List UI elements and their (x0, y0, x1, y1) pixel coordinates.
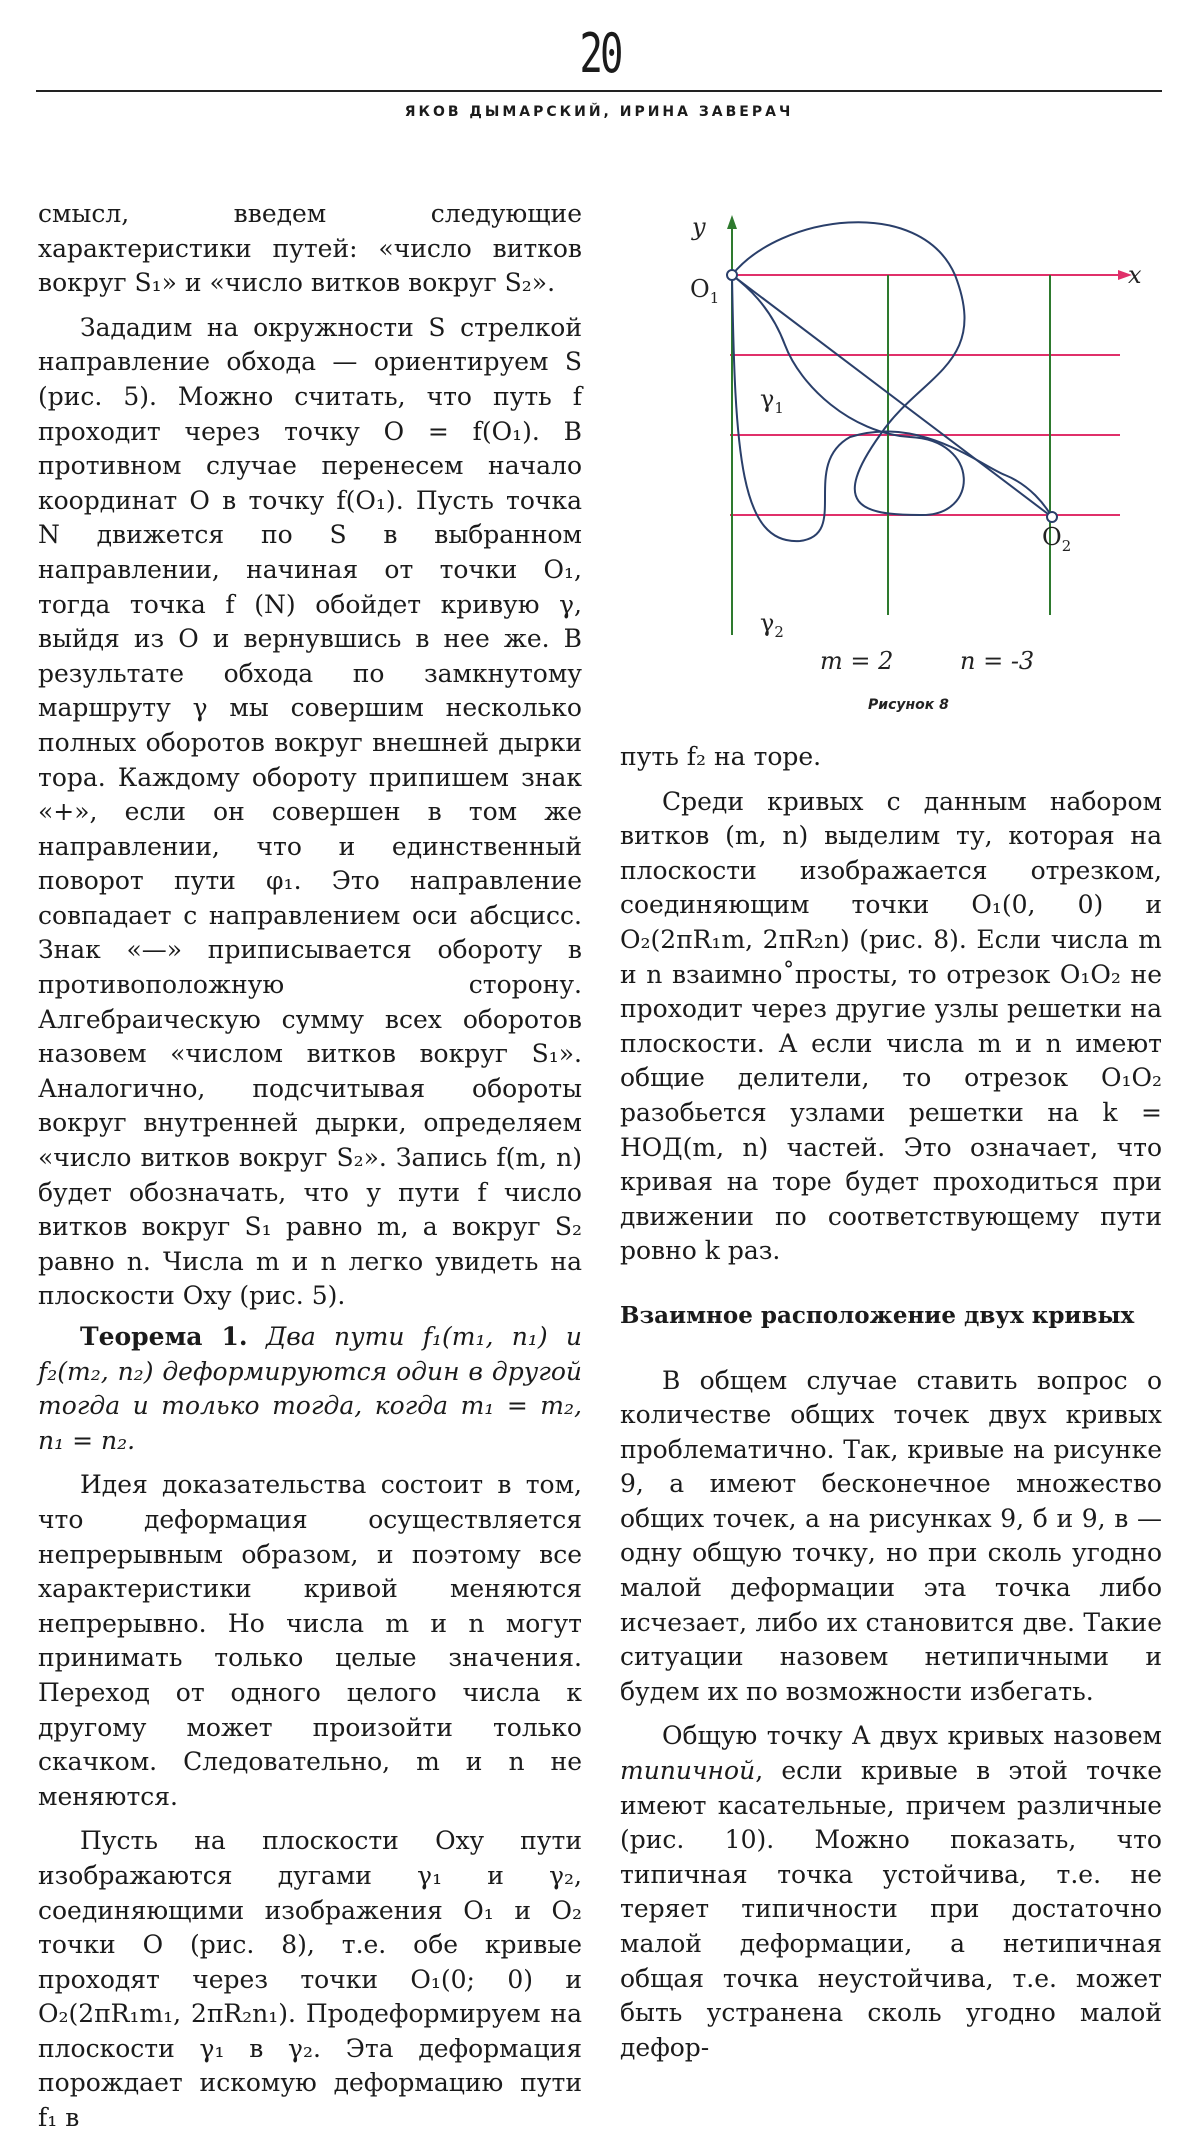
point-o1 (727, 270, 737, 280)
x-axis-label: x (1128, 261, 1142, 289)
n-value-label: n = -3 (960, 647, 1035, 675)
left-column (38, 197, 582, 2136)
point-o2 (1047, 512, 1057, 522)
paragraph: В общем случае ставить вопрос о количестве общих точек двух кривых проблематично. Так, кривые на рисунке 9, а имеют бесконечное множество общих точек, а на рисунках 9, б и 9, в — одну общую точку, но при сколь угодно малой деформации эта точка либо исчезает, либо их становится две. Такие ситуации назовем нетипичными и будем их по возможности избегать. (620, 1365, 1162, 1706)
o1-label: $O_1$ (690, 275, 720, 307)
figure-8 (620, 205, 1160, 725)
paragraph: смысл, введем следующие характеристики путей: «число витков вокруг S₁» и «число витков вокруг S₂». (38, 199, 582, 298)
page-number: 20 (579, 22, 621, 85)
right-column (620, 740, 1162, 2065)
y-axis-label: y (692, 213, 706, 241)
paragraph: Зададим на окружности S стрелкой направление обхода — ориентируем S (рис. 5). Можно считать, что путь f проходит через точку O = f(O₁). В противном случае перенесем начало координат O в точку f(O₁). Пусть точка N движется по S в выбранном направлении, начиная от точки O₁, тогда точка f (N) обойдет кривую γ, выйдя из O и вернувшись в нее же. В результате обхода по замкнутому маршруту γ мы совершим несколько полных оборотов вокруг внешней дырки тора. Каждому обороту припишем знак «+», если он совершен в том же направлении, что и единственный поворот пути φ₁. Это направление совпадает с направлением оси абсцисс. Знак «—» приписывается обороту в противоположную сторону. Алгебраическую сумму всех оборотов назовем «числом витков вокруг S₁». Аналогично, подсчитывая обороты вокруг внутренней дырки, определяем «число витков вокруг S₂». Запись f(m, n) будет обозначать, что у пути f число витков вокруг S₁ равно m, а вокруг S₂ равно n. Числа m и n легко увидеть на плоскости Oxy (рис. 5). (38, 312, 582, 1311)
paragraph: Среди кривых с данным набором витков (m, n) выделим ту, которая на плоскости изображается отрезком, соединяющим точки O₁(0, 0) и O₂(2πR₁m, 2πR₂n) (рис. 8). Если числа m и n взаимно˚просты, то отрезок O₁O₂ не проходит через другие узлы решетки на плоскости. А если числа m и n имеют общие делители, то отрезок O₁O₂ разобьется узлами решетки на k = НОД(m, n) частей. Это означает, что кривая на торе будет проходиться при движении по соответствующему пути ровно k раз. (620, 786, 1162, 1266)
section-heading: Взаимное расположение двух кривых (620, 1301, 1135, 1329)
theorem-body: Два пути f₁(m₁, n₁) и f₂(m₂, n₂) деформируются один в другой тогда и только тогда, когда m₁ = m₂, n₁ = n₂. (38, 1322, 582, 1455)
paragraph: путь f₂ на торе. (620, 742, 822, 771)
theorem-title: Теорема 1. (80, 1322, 248, 1351)
y-axis-arrow (727, 215, 737, 229)
paragraph: Идея доказательства состоит в том, что деформация осуществляется непрерывным образом, и поэтому все характеристики кривой меняются непрерывно. Но числа m и n могут принимать только целые значения. Переход от одного целого числа к другому может произойти только скачком. Следовательно, m и n не меняются. (38, 1470, 582, 1811)
gamma2-curve (732, 222, 965, 515)
gamma2-label: $\gamma_2$ (760, 609, 784, 641)
header-rule (36, 90, 1162, 92)
theorem-1 (38, 1320, 582, 1458)
term-typical: типичной (620, 1756, 756, 1786)
m-value-label: m = 2 (820, 647, 894, 675)
figure-caption: Рисунок 8 (868, 697, 949, 713)
o2-label: $O_2$ (1042, 523, 1072, 555)
paragraph: Пусть на плоскости Oxy пути изображаются дугами γ₁ и γ₂, соединяющими изображения O₁ и O₂ точки O (рис. 8), т.е. обе кривые проходят через точки O₁(0; 0) и O₂(2πR₁m₁, 2πR₂n₁). Продеформируем на плоскости γ₁ в γ₂. Эта деформация порождает искомую деформацию пути f₁ в (38, 1826, 582, 2133)
paragraph: Общую точку A двух кривых назовем типичной, если кривые в этой точке имеют касательные, причем различные (рис. 10). Можно показать, что типичная точка устойчива, т.е. не теряет типичности при достаточно малой деформации, а нетипичная общая точка неустойчива, т.е. может быть устранена сколь угодно малой дефор- (620, 1721, 1162, 2062)
gamma1-label: $\gamma_1$ (760, 385, 784, 417)
running-head: ЯКОВ ДЫМАРСКИЙ, ИРИНА ЗАВЕРАЧ (404, 104, 794, 120)
